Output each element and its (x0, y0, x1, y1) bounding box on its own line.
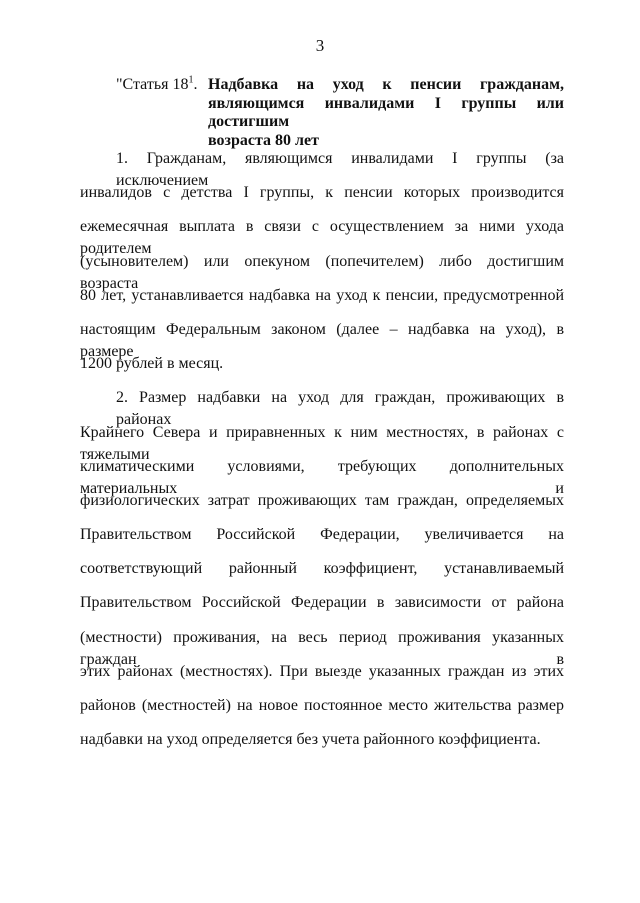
paragraph-line: Правительством Российской Федерации в зависимости от района (80, 594, 564, 612)
paragraph-line: инвалидов с детства I группы, к пенсии которых производится (80, 184, 564, 202)
paragraph-line: районов (местностей) на новое постоянное место жительства размер (80, 697, 564, 714)
article-title-line: возраста 80 лет (208, 131, 319, 149)
article-label-text: "Статья 18 (116, 76, 189, 93)
paragraph-line: соответствующий районный коэффициент, устанавливаемый (80, 560, 564, 578)
article-label (116, 76, 198, 94)
paragraph-line: этих районах (местностях). При выезде указанных граждан из этих (80, 662, 564, 680)
paragraph-line: Правительством Российской Федерации, увеличивается на (80, 526, 564, 544)
paragraph-2 (80, 387, 564, 763)
paragraph-line: настоящим Федеральным законом (далее – надбавка на уход), в размере (80, 320, 564, 360)
paragraph-line: 1. Гражданам, являющимся инвалидами I группы (за исключением (116, 150, 564, 189)
paragraph-line: (усыновителем) или опекуном (попечителем) либо достигшим возраста (80, 252, 564, 292)
article-label-dot: . (193, 76, 198, 93)
paragraph-line: Крайнего Севера и приравненных к ним местностях, в районах с тяжелыми (80, 423, 564, 463)
paragraph-line: надбавки на уход определяется без учета районного коэффициента. (80, 731, 541, 749)
paragraph-line: климатическими условиями, требующих дополнительных материальных и (80, 457, 564, 497)
paragraph-line: 2. Размер надбавки на уход для граждан, проживающих в районах (116, 389, 564, 429)
article-title-line: Надбавка на уход к пенсии гражданам, (208, 76, 564, 93)
paragraph-1 (80, 148, 564, 387)
paragraph-line: (местности) проживания, на весь период проживания указанных граждан в (80, 628, 564, 668)
paragraph-line: 1200 рублей в месяц. (80, 355, 224, 373)
article-body (80, 148, 564, 763)
page-number: 3 (315, 36, 325, 55)
article-title-line: являющимся инвалидами I группы или достигшим (208, 94, 564, 130)
article-label-superscript: 1 (188, 74, 194, 86)
article-title (208, 76, 564, 150)
paragraph-line: физиологических затрат проживающих там граждан, определяемых (80, 491, 564, 509)
paragraph-line: ежемесячная выплата в связи с осуществлением за ними ухода родителем (80, 218, 564, 258)
paragraph-line: 80 лет, устанавливается надбавка на уход к пенсии, предусмотренной (80, 286, 564, 304)
